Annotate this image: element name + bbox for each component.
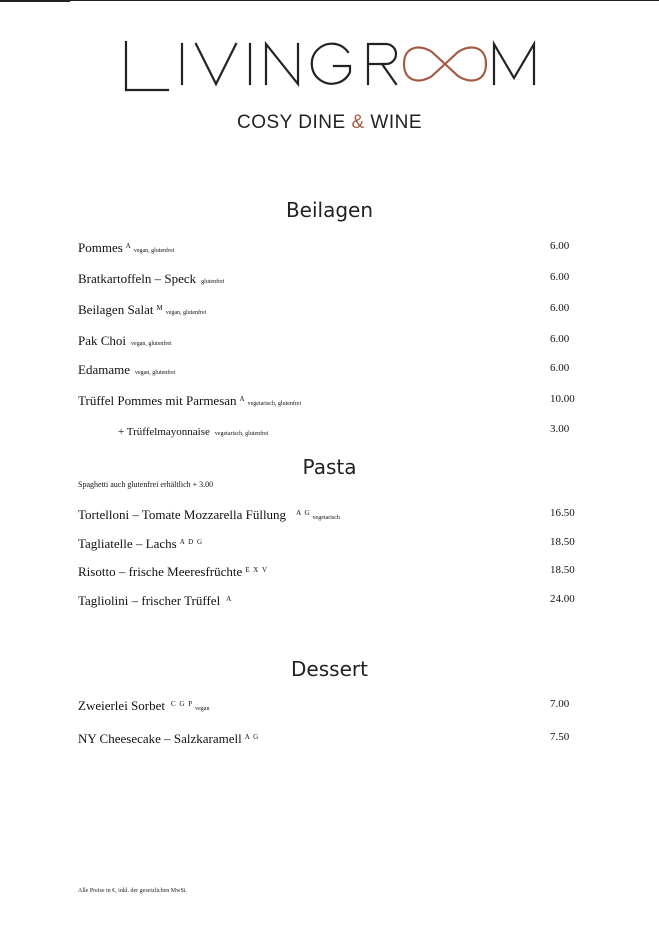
allergen-codes: A (125, 242, 132, 250)
diet-tag: vegan, glutenfrei (165, 310, 207, 316)
item-name: Trüffel Pommes mit Parmesan (78, 393, 237, 408)
item-name: Tagliolini – frischer Trüffel (78, 593, 221, 608)
menu-item (78, 330, 578, 348)
diet-tag: vegetarisch, glutenfrei (214, 431, 269, 437)
subtitle (0, 112, 659, 134)
menu-item (78, 728, 578, 746)
item-price: 7.50 (550, 731, 570, 743)
pasta-note: Spaghetti auch glutenfrei erhältlich + 3.00 (78, 480, 214, 489)
top-border-accent (0, 0, 70, 2)
menu-item (78, 268, 578, 286)
item-price: 6.00 (550, 271, 570, 283)
item-price: 24.00 (550, 593, 575, 605)
item-name: Risotto – frische Meeresfrüchte (78, 564, 243, 579)
item-name: Tagliatelle – Lachs (78, 536, 177, 551)
item-price: 3.00 (550, 423, 570, 435)
allergen-codes: A D G (179, 538, 203, 546)
menu-item (78, 695, 578, 713)
menu-item-addon (118, 420, 618, 438)
item-price: 18.50 (550, 564, 575, 576)
menu-item (78, 299, 578, 317)
allergen-codes: A (239, 395, 246, 403)
allergen-codes: A G (296, 509, 311, 517)
menu-item (78, 590, 578, 608)
item-price: 6.00 (550, 362, 570, 374)
item-price: 16.50 (550, 507, 575, 519)
allergen-codes: A (226, 595, 233, 603)
item-name: Edamame (78, 362, 130, 377)
item-name: Pak Choi (78, 333, 127, 348)
subtitle-part1: COSY DINE (236, 112, 352, 133)
menu-item (78, 237, 578, 255)
item-name: Beilagen Salat (78, 302, 154, 317)
item-name: Pommes (78, 240, 123, 255)
section-title-dessert: Dessert (291, 657, 368, 681)
diet-tag: vegan, glutenfrei (133, 248, 175, 254)
top-border (0, 0, 659, 1)
item-name: + Trüffelmayonnaise (118, 426, 210, 438)
diet-tag: vegetarisch, glutenfrei (247, 401, 302, 407)
menu-item (78, 504, 578, 522)
menu-item (78, 359, 578, 377)
section-title-beilagen: Beilagen (285, 198, 374, 222)
menu-item (78, 390, 578, 408)
item-name: NY Cheesecake – Salzkaramell (78, 731, 242, 746)
item-price: 6.00 (550, 333, 570, 345)
item-name: Bratkartoffeln – Speck (78, 271, 197, 286)
price-footnote: Alle Preise in €, inkl. der gesetzlichen MwSt. (78, 888, 187, 894)
menu-item (78, 561, 578, 579)
menu-item (78, 533, 578, 551)
diet-tag: vegan, glutenfrei (131, 341, 172, 347)
subtitle-part2: WINE (364, 112, 423, 133)
diet-tag: vegan, glutenfrei (134, 370, 176, 376)
allergen-codes: M (156, 304, 164, 312)
item-price: 10.00 (550, 393, 575, 405)
livingroom-logo (120, 38, 540, 96)
diet-tag: glutenfrei (201, 279, 225, 285)
item-price: 6.00 (550, 240, 570, 252)
item-name: Tortelloni – Tomate Mozzarella Füllung (78, 507, 287, 522)
allergen-codes: C G P (171, 700, 194, 708)
subtitle-ampersand: & (351, 112, 365, 133)
allergen-codes: A G (244, 733, 260, 741)
item-price: 6.00 (550, 302, 570, 314)
diet-tag: vegan (195, 706, 210, 712)
item-price: 7.00 (550, 698, 570, 710)
allergen-codes: E X V (245, 566, 269, 574)
item-price: 18.50 (550, 536, 575, 548)
section-title-pasta: Pasta (302, 455, 357, 479)
diet-tag: vegetarisch (312, 515, 340, 521)
item-name: Zweierlei Sorbet (78, 698, 165, 713)
